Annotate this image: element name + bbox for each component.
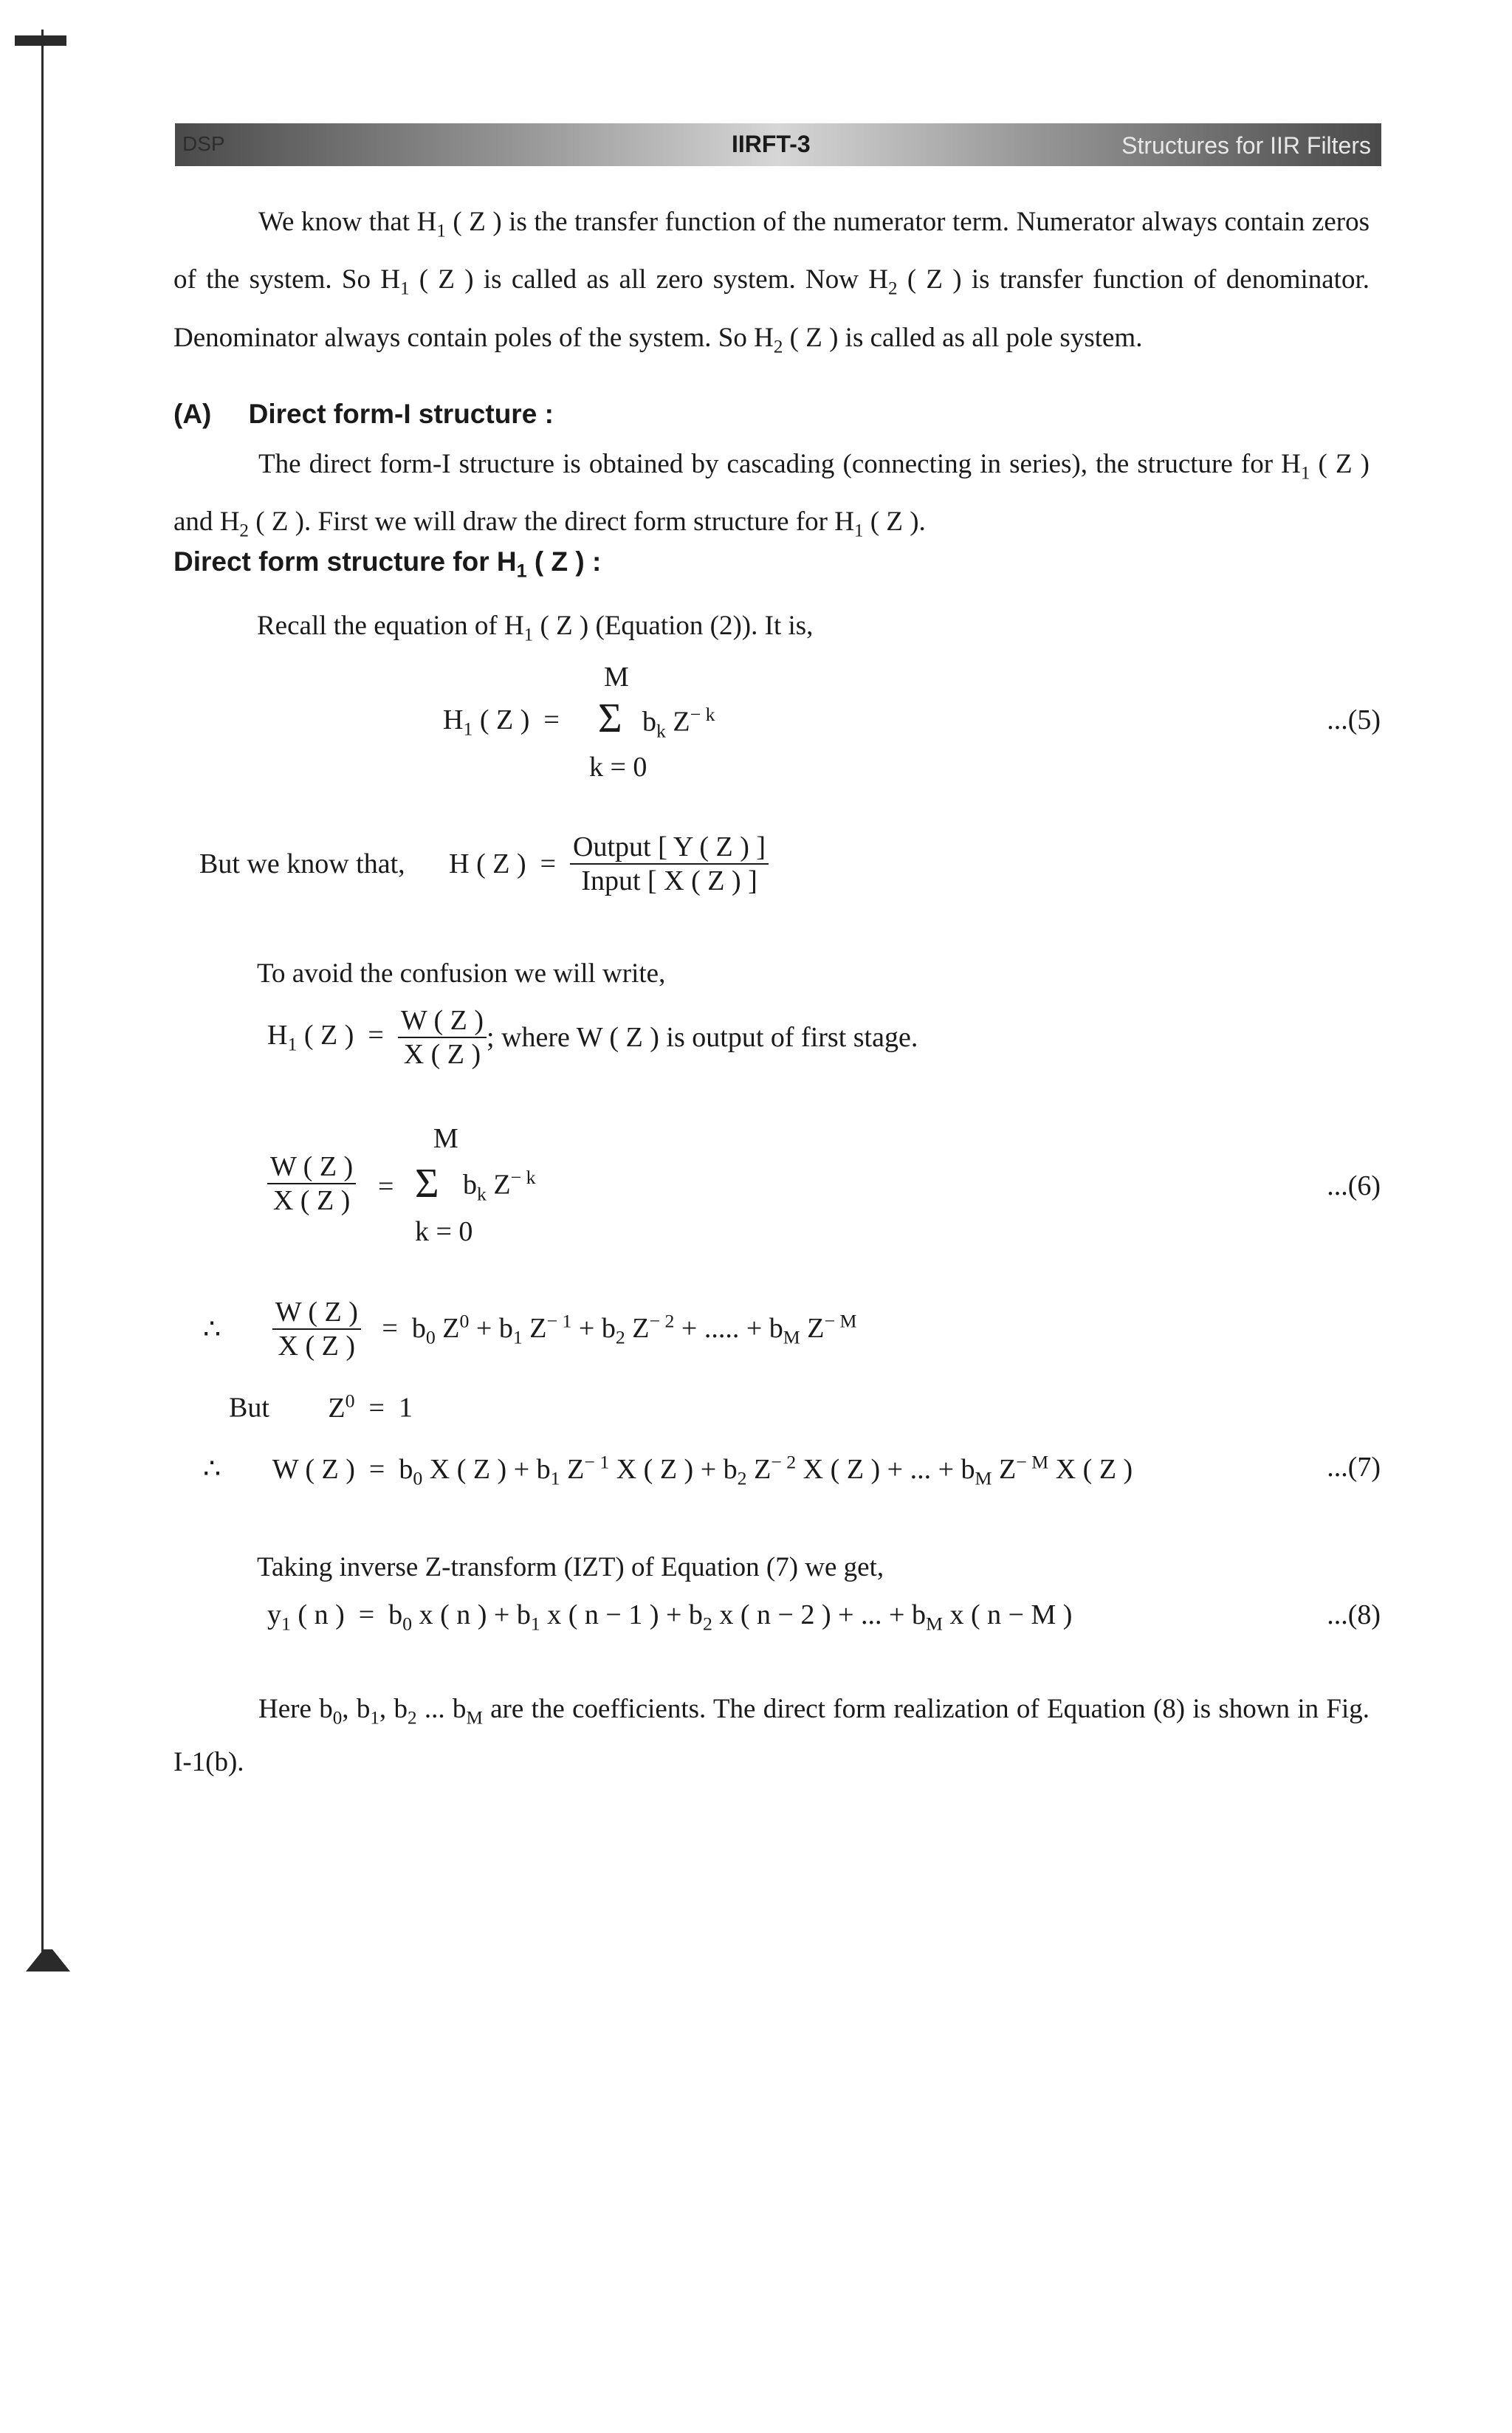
- intro-paragraph: We know that $H_1$ ( Z ) is the transfer function of the numerator term. Numerator always contain zeros of the system. So $H_1$ ( Z ) is called as all zero system. Now $H_2$ ( Z ) is transfer function of denominator. Denominator always contain poles of the system. So $H_2$ ( Z ) is called as all pole system.: [173, 207, 1370, 357]
- eq5-lhs: $H_1$ ( Z ) =: [443, 704, 560, 740]
- header-page-number: IIRFT-3: [732, 131, 811, 157]
- coefficients-paragraph: Here $b_0$, $b_1$, $b_2$ ... $b_M$ are the coefficients. The direct form realization of Equation (8) is shown in Fig. I-1(b).: [173, 1694, 1370, 1778]
- eq6-tag: ...(6): [1327, 1170, 1381, 1201]
- section-a-label: (A): [173, 399, 212, 429]
- transfer-function-definition: But we know that, H ( Z ) = $\frac{\text{Output [ Y ( Z ) ]}}{\text{Input [ X ( Z ) ]}}$: [199, 831, 769, 897]
- fraction-denominator: Input [ X ( Z ) ]: [581, 865, 757, 896]
- page-binding-line: [41, 30, 44, 1972]
- intro-text-3: is called as all zero system. Now: [483, 264, 859, 295]
- binding-top-mark: [15, 35, 66, 46]
- h1-w-over-x: $H_1$ ( Z ) = $\frac{W ( Z )}{X ( Z )}$ ; where W ( Z ) is output of first stage.: [267, 1005, 918, 1070]
- z0-rhs: 1: [398, 1392, 413, 1424]
- section-a-text-1: The direct form-I structure is obtained by cascading (connecting in series), the structure for: [258, 449, 1274, 479]
- header-left-text: DSP: [182, 132, 225, 155]
- eq5-term: $b_k$ $Z^{- k}$: [642, 704, 715, 742]
- eq5-lower-limit: k = 0: [589, 752, 647, 783]
- expanded-w-over-x: ∴ $\frac{W ( Z )}{X ( Z )}$ = $b_0$ $Z^0 + b_1$ $Z^{- 1} + b_2$ $Z^{- 2}$ + ..... + $b_M$ $Z^{- M}$: [203, 1297, 857, 1362]
- subheading-text: Direct form structure for: [173, 546, 489, 577]
- eq5-sigma: Σ: [598, 696, 622, 741]
- output-input-fraction: [570, 831, 769, 897]
- therefore-symbol-2: ∴: [203, 1453, 221, 1485]
- recall-text-2: (Equation (2)). It is,: [595, 611, 814, 641]
- avoid-text: To avoid the confusion we will write,: [257, 958, 666, 989]
- intro-text-4: is transfer function of denominator. Denominator always contain poles of the system. So: [173, 264, 1370, 353]
- eq6-lower-limit: k = 0: [415, 1216, 473, 1247]
- section-a-text-2: and: [173, 507, 213, 538]
- therefore-symbol-1: ∴: [203, 1314, 221, 1345]
- section-a-text-4: .: [918, 507, 926, 538]
- eq6-term: $b_k$ $Z^{- k}$: [463, 1167, 536, 1205]
- here-text-2: are the coefficients. The direct form realization of Equation (8) is shown in Fig. I-1(b).: [173, 1694, 1370, 1778]
- avoid-confusion-line: [257, 950, 665, 998]
- eq6-upper-limit: M: [433, 1123, 458, 1154]
- eq5-upper-limit: M: [604, 662, 629, 693]
- z0-equals-one: But $Z^0 = 1$: [229, 1390, 413, 1424]
- expanded-lhs-fraction: $\frac{W ( Z )}{X ( Z )}$: [272, 1296, 361, 1362]
- taking-text: Taking inverse Z-transform (IZT) of Equation (7) we get,: [257, 1552, 884, 1582]
- eq6-sigma: Σ: [415, 1161, 439, 1207]
- where-text: ; where W ( Z ) is output of first stage.: [487, 1022, 918, 1053]
- eq5-tag: ...(5): [1327, 704, 1381, 735]
- taking-izt-line: [257, 1543, 884, 1592]
- header-chapter-title: Structures for IIR Filters: [1121, 132, 1371, 159]
- section-a-text-3: . First we will draw the direct form structure for: [304, 507, 828, 538]
- binding-bottom-mark: [26, 1949, 70, 1972]
- intro-text-5: is called as all pole system.: [845, 322, 1143, 353]
- equation-6: [267, 1122, 1381, 1255]
- but-z0-text: But: [229, 1392, 269, 1424]
- subheading-direct-form-h1: Direct form structure for $H_1$ ( Z ) :: [173, 546, 602, 582]
- recall-text-1: Recall the equation of: [257, 611, 498, 641]
- section-a-title: Direct form-I structure :: [248, 399, 554, 429]
- recall-line: Recall the equation of $H_1$ ( Z ) (Equation (2)). It is,: [257, 611, 814, 645]
- section-a-heading: [173, 399, 554, 430]
- here-text-1: Here: [258, 1694, 312, 1724]
- page-header-bar: [175, 123, 1381, 166]
- equation-7: ∴ W ( Z ) = $b_0$ X ( Z ) + $b_1$ $Z^{- 1}$ X ( Z ) + $b_2$ $Z^{- 2}$ X ( Z ) + ... + $b_M$ $Z^{- M}$ X ( Z ) ...(7): [203, 1451, 1381, 1489]
- but-know-text: But we know that,: [199, 848, 405, 879]
- eq7-tag: ...(7): [1327, 1452, 1381, 1483]
- section-a-paragraph: The direct form-I structure is obtained by cascading (connecting in series), the structure for $H_1$ ( Z ) and $H_2$ ( Z ). First we will draw the direct form structure for $H_1$ ( Z ).: [173, 449, 1370, 541]
- fraction-numerator: Output [ Y ( Z ) ]: [570, 831, 769, 865]
- equation-5: [443, 661, 1381, 794]
- intro-text-2: is the transfer function of the numerator term. Numerator always contain zeros of the system. So: [173, 207, 1370, 295]
- equation-8: $y_1$ ( n ) = $b_0$ x ( n ) + $b_1$ x ( n − 1 ) + $b_2$ x ( n − 2 ) + ... + $b_M$ x ( n − M ) ...(8): [267, 1599, 1381, 1635]
- intro-text-1: We know that: [258, 207, 410, 237]
- eq6-lhs-fraction: $\frac{W ( Z )}{X ( Z )}$: [267, 1150, 356, 1217]
- w-over-x-fraction: $\frac{W ( Z )}{X ( Z )}$: [398, 1004, 487, 1071]
- eq6-equals: =: [378, 1171, 394, 1202]
- eq8-tag: ...(8): [1327, 1599, 1381, 1630]
